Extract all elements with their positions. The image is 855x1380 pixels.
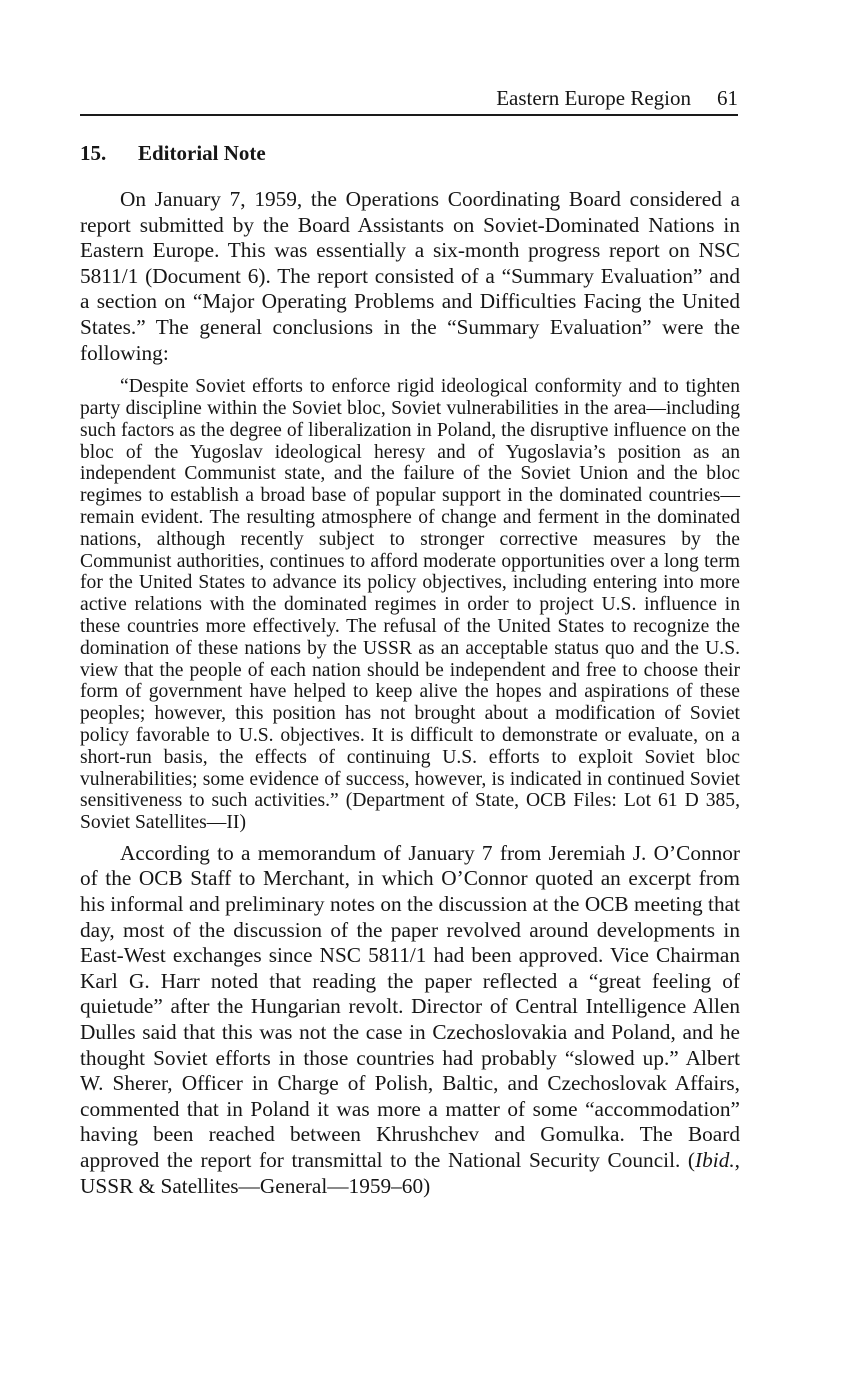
section-title: Editorial Note	[138, 141, 266, 165]
running-head-title: Eastern Europe Region	[496, 86, 691, 110]
section-heading	[80, 139, 266, 167]
running-head	[80, 84, 738, 116]
citation-ibid: Ibid.	[695, 1148, 735, 1173]
intro-paragraph: On January 7, 1959, the Operations Coordinating Board considered a report submitted by the Board Assistants on Soviet-Dominated Nations in Eastern Europe. This was essentially a six-month progress report on NSC 5811/1 (Document 6). The report consisted of a “Summary Evaluation” and a section on “Major Operating Problems and Difficulties Facing the United States.” The general conclusions in the “Summary Evaluation” were the following:	[80, 187, 740, 365]
quoted-evaluation: “Despite Soviet efforts to enforce rigid ideological conformity and to tighten party discipline within the Soviet bloc, Soviet vulnerabilities in the area—including such factors as the degree of liberalization in Poland, the disruptive influence on the bloc of the Yugoslav ideological heresy and of Yugoslavia’s position as an independent Communist state, and the failure of the Soviet Union and the bloc regimes to establish a broad base of popular support in the dominated countries—remain evident. The resulting atmosphere of change and ferment in the dominated nations, although recently subject to stronger corrective measures by the Communist authorities, continues to afford moderate opportunities over a long term for the United States to advance its policy objectives, including entering into more active relations with the dominated regimes in order to project U.S. influence in these countries more effectively. The refusal of the United States to recognize the domination of these nations by the USSR as an acceptable status quo and the U.S. view that the people of each nation should be independent and free to choose their form of government have helped to keep alive the hopes and aspirations of these peoples; however, this position has not brought about a modification of Soviet policy favorable to U.S. objectives. It is difficult to demonstrate or evaluate, on a short-run basis, the effects of continuing U.S. efforts to exploit Soviet bloc vulnerabilities; some evidence of success, however, is indicated in continued Soviet sensitiveness to such activities.” (Department of State, OCB Files: Lot 61 D 385, Soviet Satellites—II)	[80, 376, 740, 834]
closing-paragraph	[80, 841, 740, 1199]
document-body	[80, 187, 740, 1199]
citation-rest: , USSR & Satellites—General—1959–60)	[80, 1148, 740, 1198]
section-number: 15.	[80, 141, 107, 165]
closing-paragraph-text: According to a memorandum of January 7 from Jeremiah J. O’Connor of the OCB Staff to Merchant, in which O’Connor quoted an excerpt from his informal and preliminary notes on the discussion at the OCB meeting that day, most of the discussion of the paper revolved around developments in East-West exchanges since NSC 5811/1 had been approved. Vice Chairman Karl G. Harr noted that reading the paper reflected a “great feeling of quietude” after the Hungarian revolt. Director of Central Intelligence Allen Dulles said that this was not the case in Czechoslovakia and Poland, and he thought Soviet efforts in those countries had probably “slowed up.” Albert W. Sherer, Officer in Charge of Polish, Baltic, and Czechoslovak Affairs, commented that in Poland it was more a matter of some “accommodation” having been reached between Khrushchev and Gomulka. The Board approved the report for transmittal to the National Security Council. (	[80, 840, 740, 1173]
page-number: 61	[717, 86, 738, 110]
